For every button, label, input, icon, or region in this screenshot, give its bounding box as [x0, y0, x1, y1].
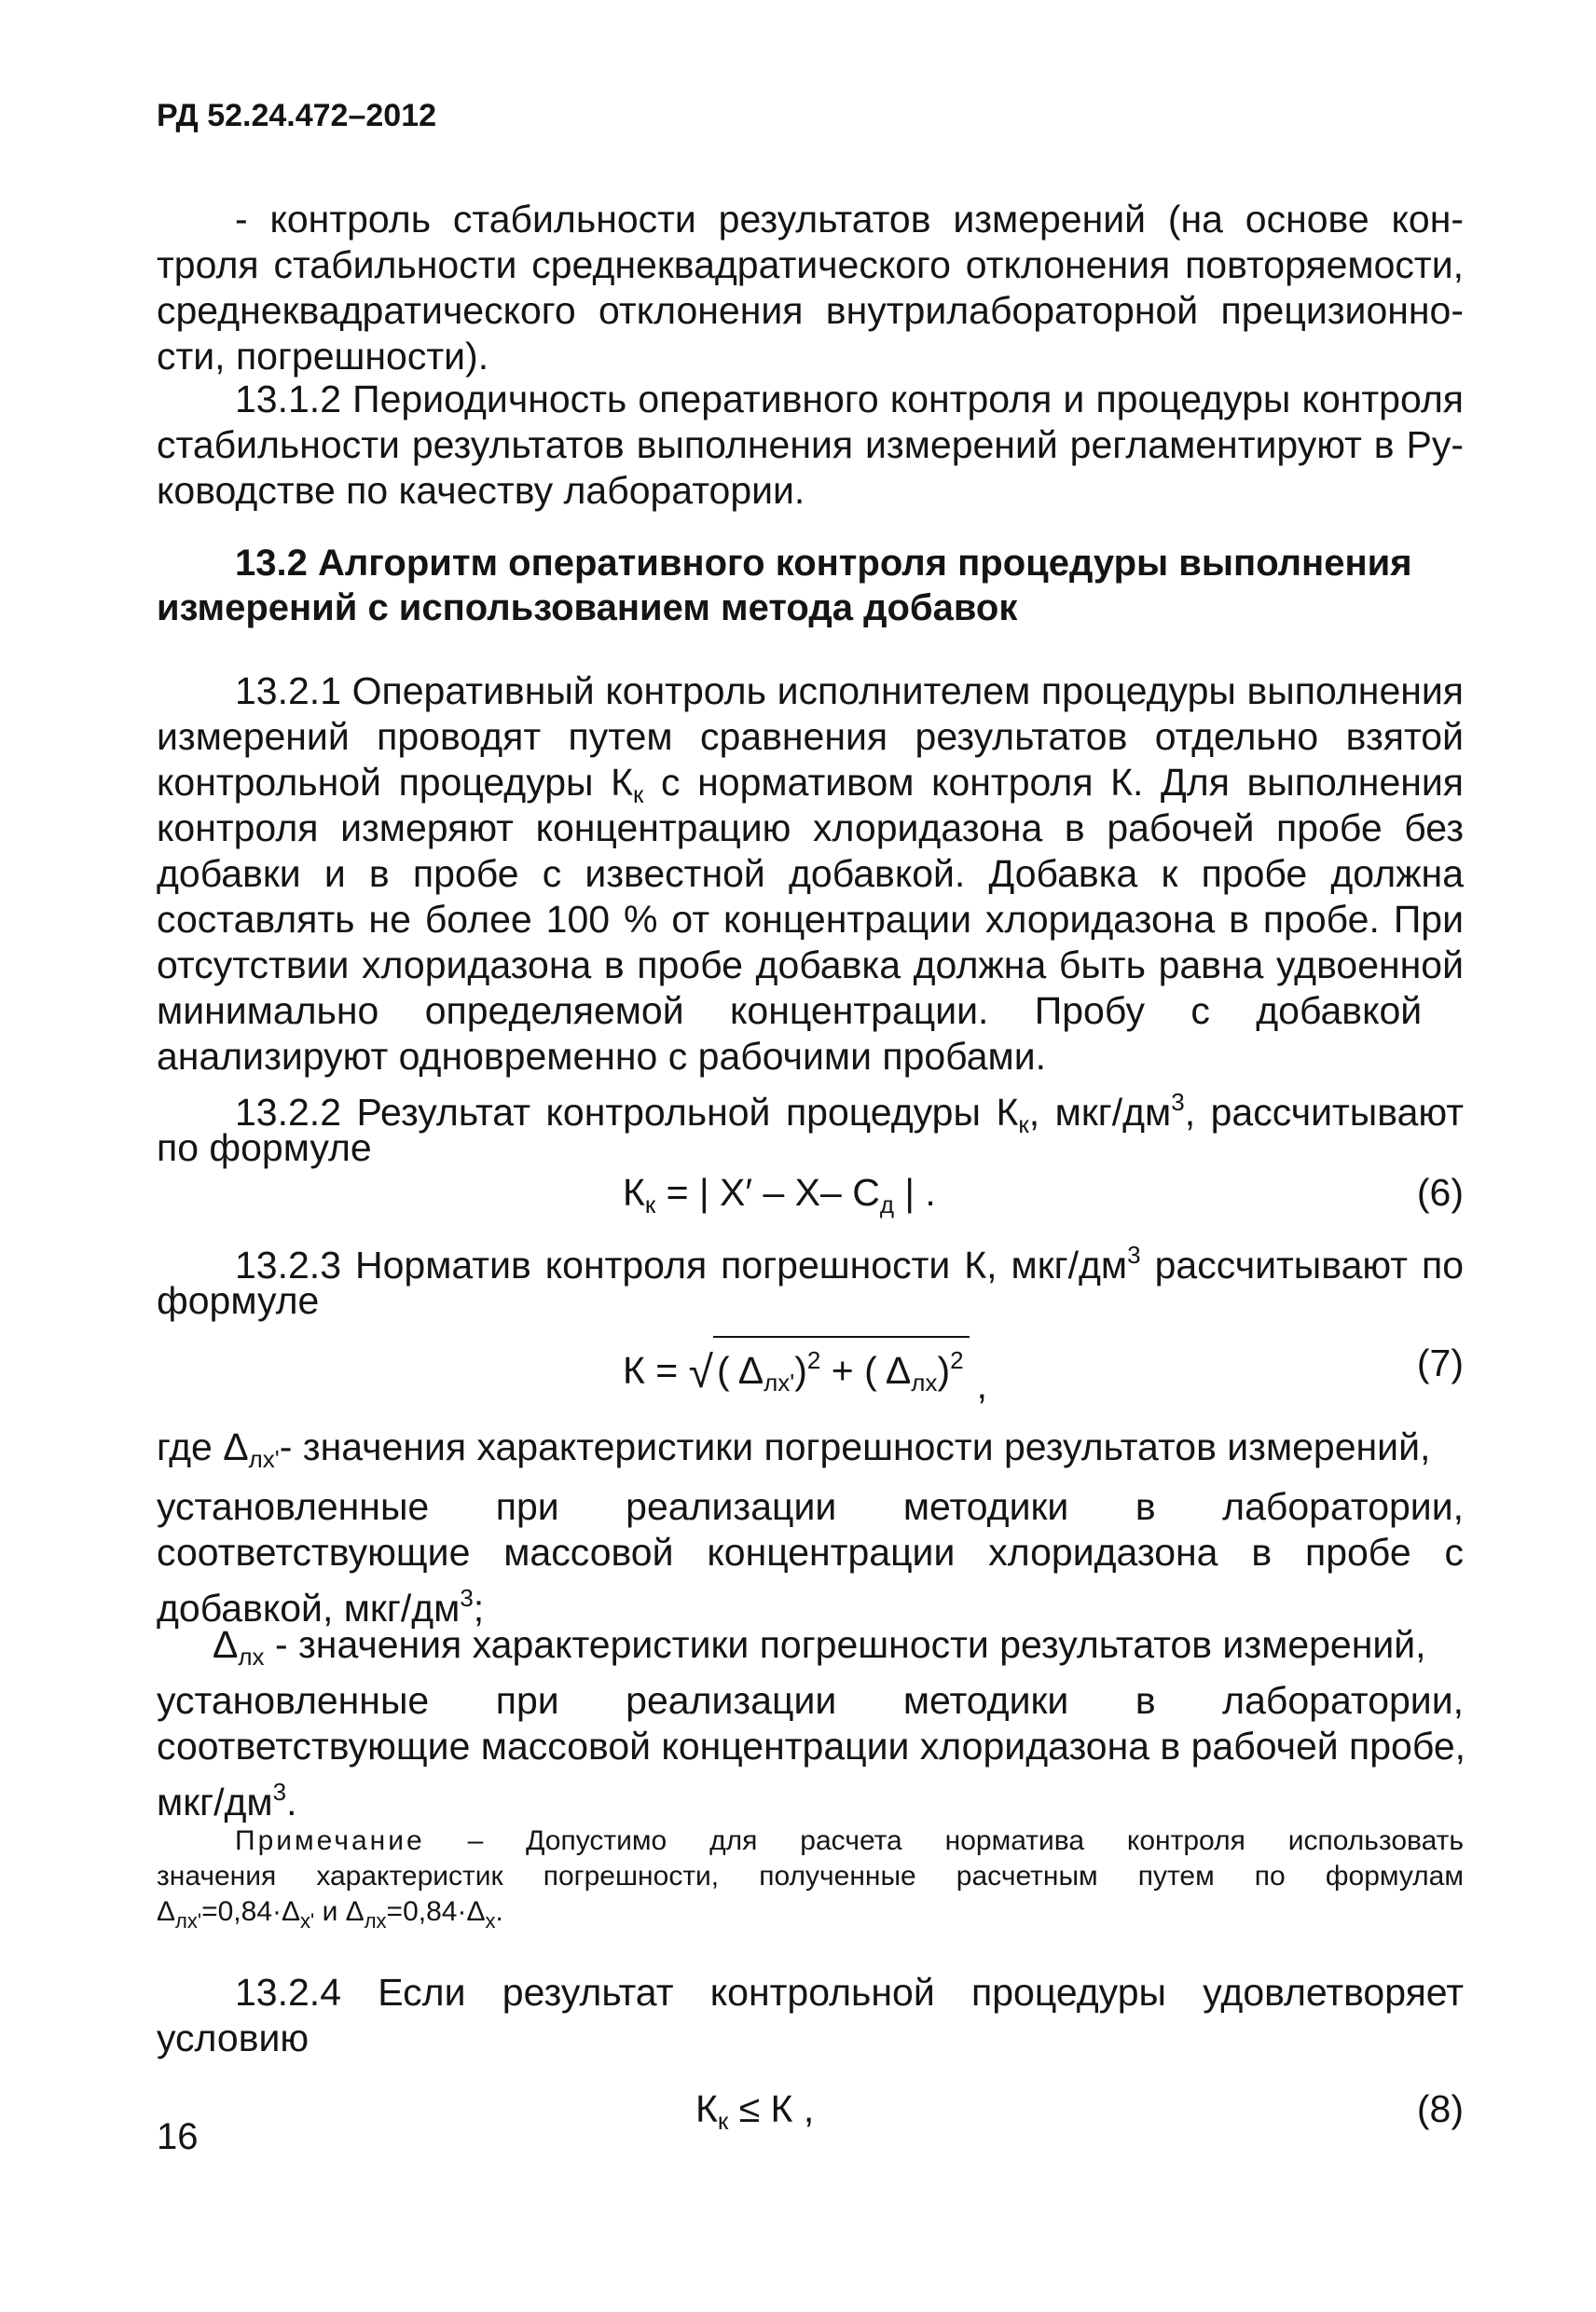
- formula-7: К = √( $\Delta_{лх'})^2$ + ( $\Delta_{лх})^2$,: [623, 1336, 987, 1406]
- text-line: где $\Delta_{лх'}-$ значения характеристики погрешности результатов измерений,: [157, 1425, 1431, 1473]
- sqrt-sign: √( $\Delta_{лх'})^2$ + ( $\Delta_{лх})^2$: [689, 1336, 970, 1406]
- text-line: 13.2.1 Оперативный контроль исполнителем процедуры выполнения: [235, 669, 1464, 712]
- text-line: 13.2.2 Результат контрольной процедуры $К_к$, мкг/$дм^3$, рассчитывают: [235, 1088, 1465, 1138]
- text-line: контроля измеряют концентрацию хлоридазона в рабочей пробе без: [157, 806, 1464, 849]
- text-line: добавки и в пробе с известной добавкой. Добавка к пробе должна: [157, 852, 1464, 895]
- formula-number: (6): [1416, 1171, 1464, 1214]
- note-line: $\Delta_{лх'}=0,84\cdot\Delta_{х'}$ и $\Delta_{лх}=0,84\cdot\Delta_х$.: [157, 1896, 503, 1933]
- text-line: формуле: [157, 1279, 320, 1322]
- text-line: минимально определяемой концентрации. Пробу с добавкой: [157, 989, 1423, 1032]
- text-line: составлять не более 100 % от концентрации хлоридазона в пробе. При: [157, 898, 1464, 941]
- text-line: $\Delta_{лх}$ - значения характеристики погрешности результатов измерений,: [213, 1623, 1426, 1671]
- formula-8: $К_к \le К$ ,: [695, 2087, 815, 2135]
- section-heading: измерений с использованием метода добавок: [157, 587, 1018, 628]
- text-line: измерений проводят путем сравнения результатов отдельно взятой: [157, 715, 1464, 758]
- text-line: добавкой, мкг/$дм^3$;: [157, 1584, 485, 1630]
- text-line: среднеквадратического отклонения внутрилабораторной прецизионно-: [157, 289, 1464, 332]
- text-line: 13.2.4 Если результат контрольной процедуры удовлетворяет: [235, 1971, 1464, 2014]
- note-line: Примечание – Допустимо для расчета норматива контроля использовать: [235, 1825, 1464, 1856]
- document-header: РД 52.24.472–2012: [157, 98, 437, 133]
- text-line: мкг/$дм^3$.: [157, 1778, 297, 1823]
- text-line: сти, погрешности).: [157, 335, 489, 378]
- text-line: - контроль стабильности результатов измерений (на основе кон-: [235, 198, 1464, 241]
- note-line: значения характеристик погрешности, полученные расчетным путем по формулам: [157, 1861, 1464, 1892]
- text-line: стабильности результатов выполнения измерений регламентируют в Ру-: [157, 423, 1464, 466]
- text-line: установленные при реализации методики в лаборатории,: [157, 1679, 1464, 1722]
- formula-6: $К_к$ = | X′ – X– $С_д$ | .: [623, 1171, 936, 1218]
- page-number: 16: [157, 2116, 199, 2157]
- text-line: установленные при реализации методики в лаборатории,: [157, 1485, 1464, 1528]
- text-line: соответствующие массовой концентрации хлоридазона в рабочей пробе,: [157, 1725, 1466, 1768]
- text-line: 13.2.3 Норматив контроля погрешности К, мкг/$дм^3$ рассчитывают по: [235, 1241, 1464, 1287]
- section-heading: 13.2 Алгоритм оперативного контроля процедуры выполнения: [235, 543, 1412, 584]
- text-line: по формуле: [157, 1126, 372, 1169]
- text-line: троля стабильности среднеквадратического отклонения повторяемости,: [157, 243, 1464, 286]
- text-line: условию: [157, 2016, 310, 2059]
- text-line: ководстве по качеству лаборатории.: [157, 469, 805, 512]
- text-line: анализируют одновременно с рабочими пробами.: [157, 1035, 1047, 1078]
- text-line: контрольной процедуры $К_к$ с нормативом контроля К. Для выполнения: [157, 761, 1464, 808]
- text-line: соответствующие массовой концентрации хлоридазона в пробе с: [157, 1531, 1464, 1574]
- formula-number: (7): [1416, 1342, 1464, 1384]
- text-line: 13.1.2 Периодичность оперативного контроля и процедуры контроля: [235, 378, 1464, 420]
- formula-number: (8): [1416, 2087, 1464, 2130]
- text-line: отсутствии хлоридазона в пробе добавка должна быть равна удвоенной: [157, 943, 1464, 986]
